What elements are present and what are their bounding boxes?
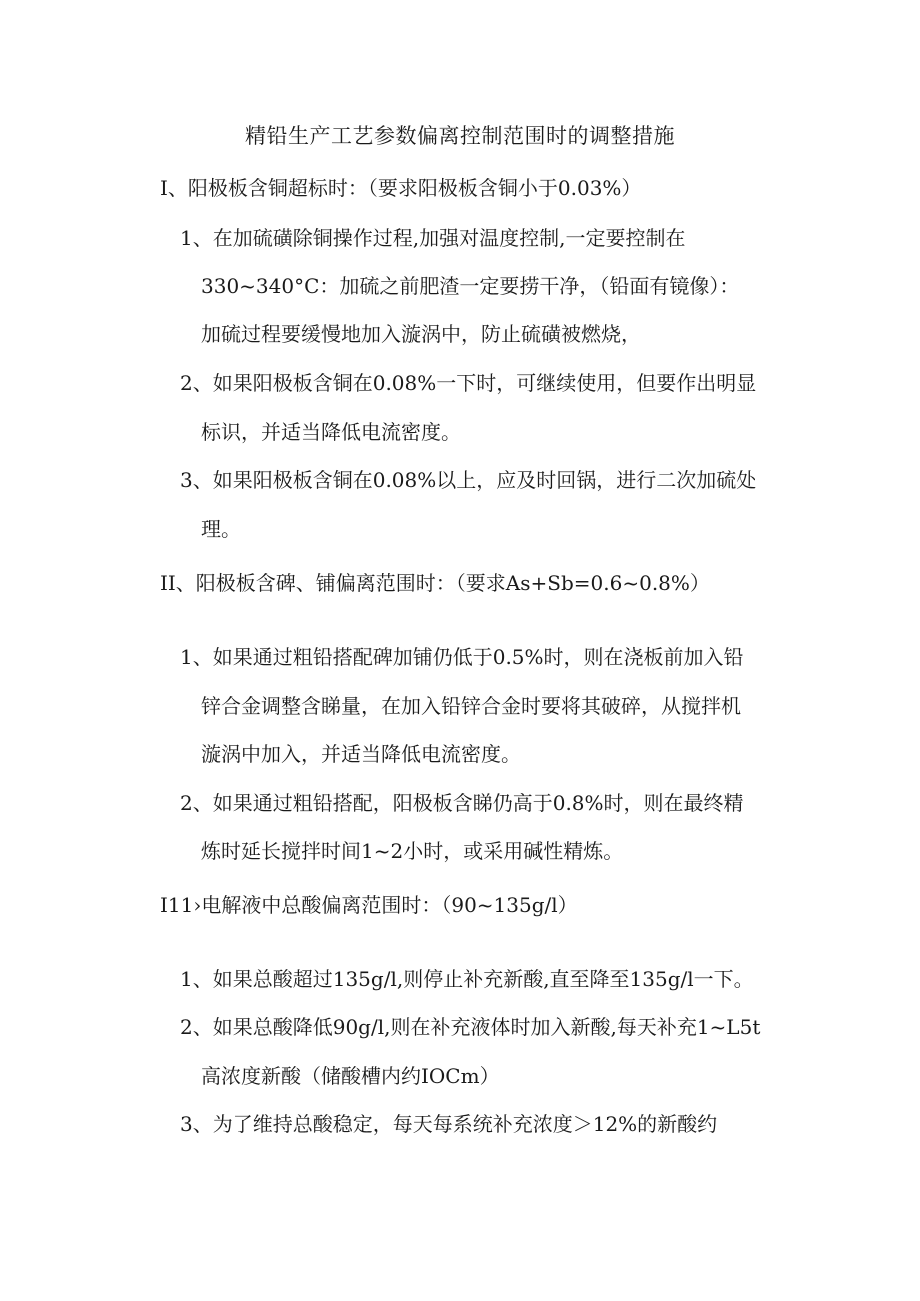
- paragraph-line: 1、如果总酸超过135g∕l,则停止补充新酸,直至降至135g∕l一下。: [180, 967, 754, 991]
- paragraph-line: 漩涡中加入，并适当降低电流密度。: [201, 742, 521, 766]
- paragraph-line: 3、为了维持总酸稳定，每天每系统补充浓度＞12%的新酸约: [180, 1112, 718, 1136]
- paragraph-line: 理。: [201, 517, 241, 541]
- paragraph-line: 3、如果阳极板含铜在0.08%以上，应及时回锅，进行二次加硫处: [180, 468, 757, 492]
- paragraph-line: 锌合金调整含睇量，在加入铅锌合金时要将其破碎，从搅拌机: [201, 694, 741, 718]
- paragraph-line: 1、在加硫磺除铜操作过程,加强对温度控制,一定要控制在: [180, 226, 686, 250]
- document-title: 精铅生产工艺参数偏离控制范围时的调整措施: [245, 124, 675, 148]
- section-heading-3: I11›电解液中总酸偏离范围时：（90~135g∕l）: [160, 893, 578, 917]
- paragraph-line: 加硫过程要缓慢地加入漩涡中，防止硫磺被燃烧，: [201, 322, 641, 346]
- paragraph-line: 2、如果通过粗铅搭配，阳极板含睇仍高于0.8%时，则在最终精: [180, 791, 744, 815]
- paragraph-line: 2、如果总酸降低90g∕l,则在补充液体时加入新酸,每天补充1~L5t: [180, 1015, 761, 1039]
- section-heading-1: I、阳极板含铜超标时：（要求阳极板含铜小于0.03%）: [160, 176, 642, 200]
- section-heading-2: II、阳极板含碑、铺偏离范围时：（要求As+Sb=0.6~0.8%）: [160, 571, 710, 595]
- paragraph-line: 2、如果阳极板含铜在0.08%一下时，可继续使用，但要作出明显: [180, 371, 757, 395]
- paragraph-line: 高浓度新酸（储酸槽内约IOCm）: [201, 1064, 500, 1088]
- paragraph-line: 标识，并适当降低电流密度。: [201, 420, 461, 444]
- paragraph-line: 炼时延长搅拌时间1~2小时，或采用碱性精炼。: [201, 839, 624, 863]
- paragraph-line: 1、如果通过粗铅搭配碑加铺仍低于0.5%时，则在浇板前加入铅: [180, 645, 744, 669]
- paragraph-line: 330~340°C：加硫之前肥渣一定要捞干净，（铅面有镜像）：: [201, 274, 740, 298]
